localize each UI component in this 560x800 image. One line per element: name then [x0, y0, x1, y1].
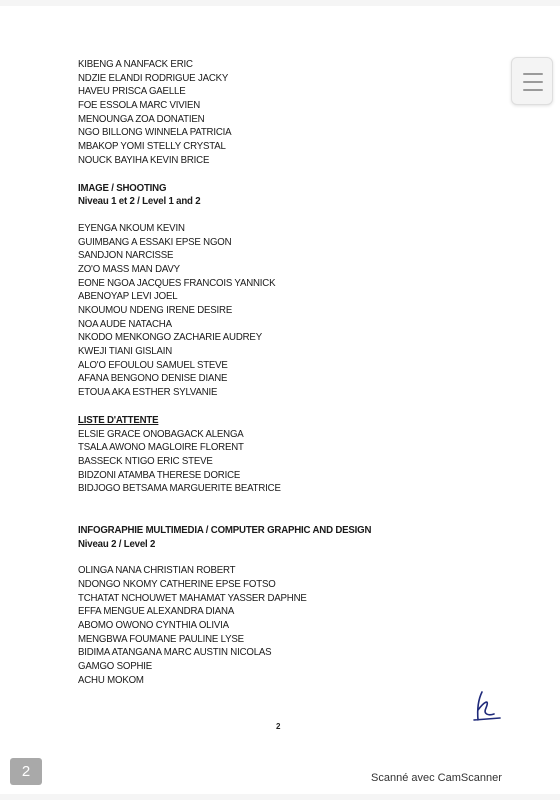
list-item: TSALA AWONO MAGLOIRE FLORENT: [78, 441, 244, 454]
list-item: EONE NGOA JACQUES FRANCOIS YANNICK: [78, 276, 276, 289]
page-indicator-badge[interactable]: 2: [10, 758, 42, 785]
image-section-title: IMAGE / SHOOTING: [78, 181, 167, 194]
page-number: 2: [276, 722, 281, 731]
list-item: NDZIE ELANDI RODRIGUE JACKY: [78, 71, 229, 84]
document-content: [78, 58, 464, 688]
list-item: GUIMBANG A ESSAKI EPSE NGON: [78, 235, 232, 248]
list-item: ABOMO OWONO CYNTHIA OLIVIA: [78, 619, 229, 632]
signature-icon: [470, 688, 506, 724]
hamburger-menu-button[interactable]: [511, 57, 553, 105]
infographie-name-list: [78, 564, 464, 687]
list-item: ELSIE GRACE ONOBAGACK ALENGA: [78, 427, 244, 440]
list-item: ACHU MOKOM: [78, 673, 144, 686]
camscanner-watermark: Scanné avec CamScanner: [371, 772, 502, 784]
list-item: FOE ESSOLA MARC VIVIEN: [78, 99, 201, 112]
list-item: NOUCK BAYIHA KEVIN BRICE: [78, 153, 210, 166]
list-item: ALO'O EFOULOU SAMUEL STEVE: [78, 358, 228, 371]
list-item: EYENGA NKOUM KEVIN: [78, 221, 185, 234]
list-item: NDONGO NKOMY CATHERINE EPSE FOTSO: [78, 578, 276, 590]
list-item: HAVEU PRISCA GAELLE: [78, 85, 186, 98]
list-item: GAMGO SOPHIE: [78, 660, 153, 673]
list-item: BIDIMA ATANGANA MARC AUSTIN NICOLAS: [78, 646, 272, 659]
waiting-name-list: [78, 428, 464, 496]
list-item: MENOUNGA ZOA DONATIEN: [78, 112, 205, 125]
image-name-list: [78, 222, 464, 400]
list-item: ABENOYAP LEVI JOEL: [78, 290, 178, 303]
infographie-section-level: Niveau 2 / Level 2: [78, 537, 156, 550]
intro-name-list: [78, 58, 464, 168]
list-item: EFFA MENGUE ALEXANDRA DIANA: [78, 605, 235, 618]
list-item: NKOUMOU NDENG IRENE DESIRE: [78, 304, 233, 316]
list-item: BIDZONI ATAMBA THERESE DORICE: [78, 468, 241, 481]
list-item: OLINGA NANA CHRISTIAN ROBERT: [78, 564, 236, 577]
list-item: MBAKOP YOMI STELLY CRYSTAL: [78, 140, 226, 153]
list-item: MENGBWA FOUMANE PAULINE LYSE: [78, 632, 244, 645]
list-item: BIDJOGO BETSAMA MARGUERITE BEATRICE: [78, 482, 281, 495]
list-item: TCHATAT NCHOUWET MAHAMAT YASSER DAPHNE: [78, 591, 307, 604]
list-item: ZO'O MASS MAN DAVY: [78, 262, 180, 275]
image-section-level: Niveau 1 et 2 / Level 1 and 2: [78, 195, 201, 208]
waiting-list-title: LISTE D'ATTENTE: [78, 413, 159, 426]
list-item: NOA AUDE NATACHA: [78, 317, 172, 330]
hamburger-menu-icon: [523, 73, 543, 75]
list-item: KWEJI TIANI GISLAIN: [78, 345, 173, 358]
list-item: NKODO MENKONGO ZACHARIE AUDREY: [78, 331, 262, 344]
list-item: NGO BILLONG WINNELA PATRICIA: [78, 126, 232, 139]
list-item: BASSECK NTIGO ERIC STEVE: [78, 454, 213, 467]
infographie-section-title: INFOGRAPHIE MULTIMEDIA / COMPUTER GRAPHIC AND DESIGN: [78, 523, 372, 536]
list-item: SANDJON NARCISSE: [78, 249, 174, 262]
list-item: ETOUA AKA ESTHER SYLVANIE: [78, 386, 218, 399]
list-item: KIBENG A NANFACK ERIC: [78, 58, 193, 70]
list-item: AFANA BENGONO DENISE DIANE: [78, 372, 228, 385]
